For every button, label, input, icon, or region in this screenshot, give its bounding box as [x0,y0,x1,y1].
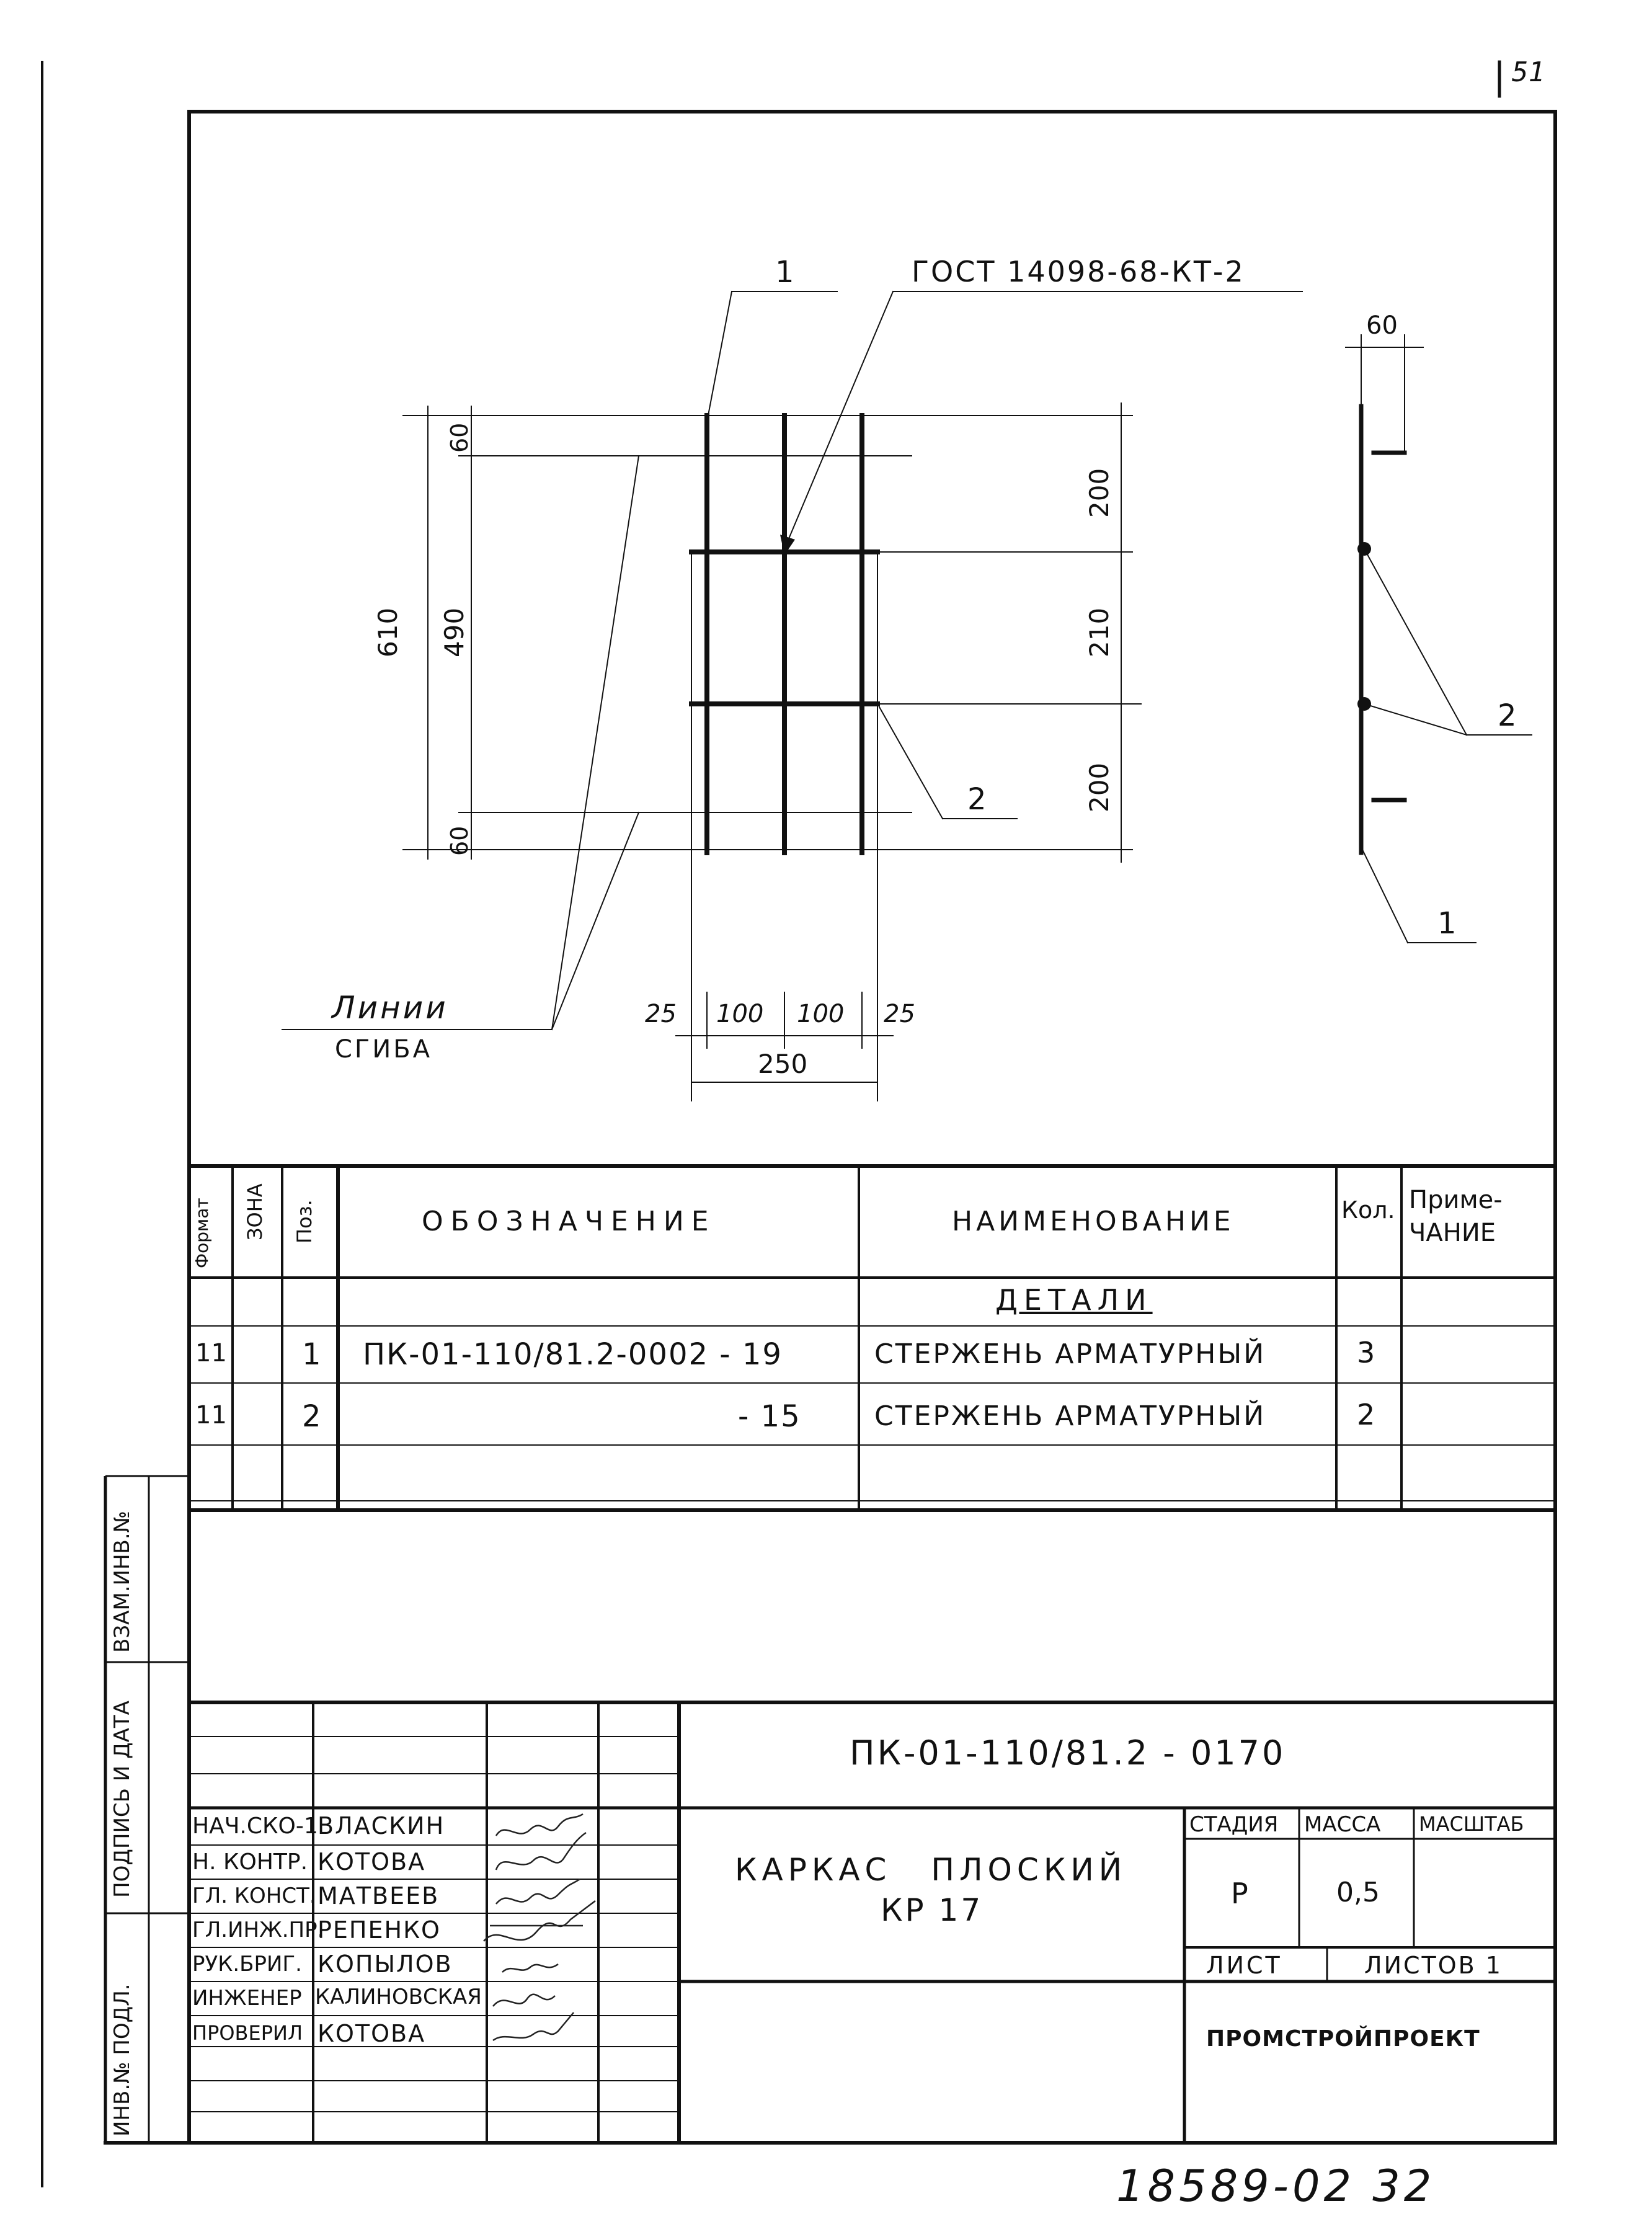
signature-6 [493,1995,555,2006]
name-2: КОТОВА [318,1848,426,1875]
name-3: МАТВЕЕВ [318,1882,440,1910]
name-5: КОПЫЛОВ [318,1950,453,1978]
stamp-inv: ИНВ.№ ПОДЛ. [110,1983,135,2137]
dim-25-left: 25 [645,1000,677,1028]
signature-7 [493,2012,574,2040]
sheet-number: 51 [1512,56,1545,88]
org-name: ПРОМСТРОЙПРОЕКТ [1206,2026,1480,2052]
role-7: ПРОВЕРИЛ [192,2021,303,2045]
dim-200-top: 200 [1084,468,1114,518]
mass-value: 0,5 [1336,1877,1380,1908]
row-2-name: СТЕРЖЕНЬ АРМАТУРНЫЙ [874,1400,1266,1432]
dim-60-lower: 60 [446,825,473,856]
header-qty: Кол. [1341,1196,1395,1224]
role-3: ГЛ. КОНСТ. [192,1883,316,1908]
sheets-label: ЛИСТОВ 1 [1364,1952,1503,1979]
signature-5 [502,1964,558,1972]
dim-200-bottom: 200 [1084,762,1114,812]
header-note-1: Приме- [1409,1186,1503,1214]
sheet-label: ЛИСТ [1206,1952,1282,1979]
header-zone: ЗОНА [243,1183,267,1240]
role-5: РУК.БРИГ. [192,1952,302,1977]
row-1-pos: 1 [302,1337,321,1372]
signature-4 [484,1901,595,1941]
title-line2: КР 17 [881,1892,984,1928]
name-1: ВЛАСКИН [318,1812,445,1839]
header-note-2: ЧАНИЕ [1409,1219,1496,1247]
callout-2-mid: 2 [967,782,987,817]
dim-100-right: 100 [797,1000,845,1028]
header-designation: ОБОЗНАЧЕНИЕ [422,1206,716,1237]
row-2-pos: 2 [302,1399,321,1434]
stamp-podpis: ПОДПИСЬ И ДАТА [110,1701,135,1898]
section-details: ДЕТАЛИ [995,1283,1153,1317]
dim-490: 490 [439,607,469,657]
signature-3 [496,1879,580,1904]
role-2: Н. КОНТР. [192,1849,308,1875]
name-7: КОТОВА [318,2020,426,2047]
signature-2 [496,1833,586,1870]
name-6: КАЛИНОВСКАЯ [315,1985,482,2009]
scale-label: МАСШТАБ [1419,1812,1524,1836]
row-2-format: 11 [195,1401,227,1430]
gost-callout: ГОСТ 14098-68-КТ-2 [912,255,1245,288]
dim-210: 210 [1084,607,1114,657]
mass-label: МАССА [1304,1812,1381,1837]
callout-1-right: 1 [1437,906,1457,941]
row-1-designation: ПК-01-110/81.2-0002 - 19 [363,1337,783,1372]
dim-25-right: 25 [884,1000,915,1028]
header-format: Формат [192,1198,212,1268]
role-6: ИНЖЕНЕР [192,1986,302,2011]
row-1-name: СТЕРЖЕНЬ АРМАТУРНЫЙ [874,1338,1266,1370]
row-1-format: 11 [195,1339,227,1368]
header-pos: Поз. [293,1199,316,1243]
row-2-designation: - 15 [738,1399,801,1434]
dim-250: 250 [758,1049,808,1079]
callout-2-right: 2 [1498,698,1517,733]
header-name: НАИМЕНОВАНИЕ [952,1206,1235,1237]
stamp-vzam: ВЗАМ.ИНВ.№ [110,1510,135,1653]
title-line1: КАРКАС ПЛОСКИЙ [735,1852,1127,1888]
row-1-qty: 3 [1357,1336,1375,1369]
dim-60-top: 60 [1366,311,1398,340]
dim-60-upper: 60 [446,422,473,453]
dim-100-left: 100 [716,1000,764,1028]
bend-label-line2: СГИБА [335,1035,433,1064]
role-4: ГЛ.ИНЖ.ПР. [192,1918,324,1942]
archive-number: 18589-02 32 [1116,2161,1436,2212]
signature-1 [496,1814,583,1836]
doc-code: ПК-01-110/81.2 - 0170 [850,1733,1286,1772]
stage-label: СТАДИЯ [1189,1812,1279,1837]
callout-1-top: 1 [775,255,794,290]
row-2-qty: 2 [1357,1398,1375,1431]
role-1: НАЧ.СКО-1 [192,1813,318,1839]
bend-label-line1: Линии [332,990,448,1026]
dim-610: 610 [373,607,403,657]
name-4: РЕПЕНКО [318,1916,441,1944]
stage-value: Р [1231,1877,1248,1910]
